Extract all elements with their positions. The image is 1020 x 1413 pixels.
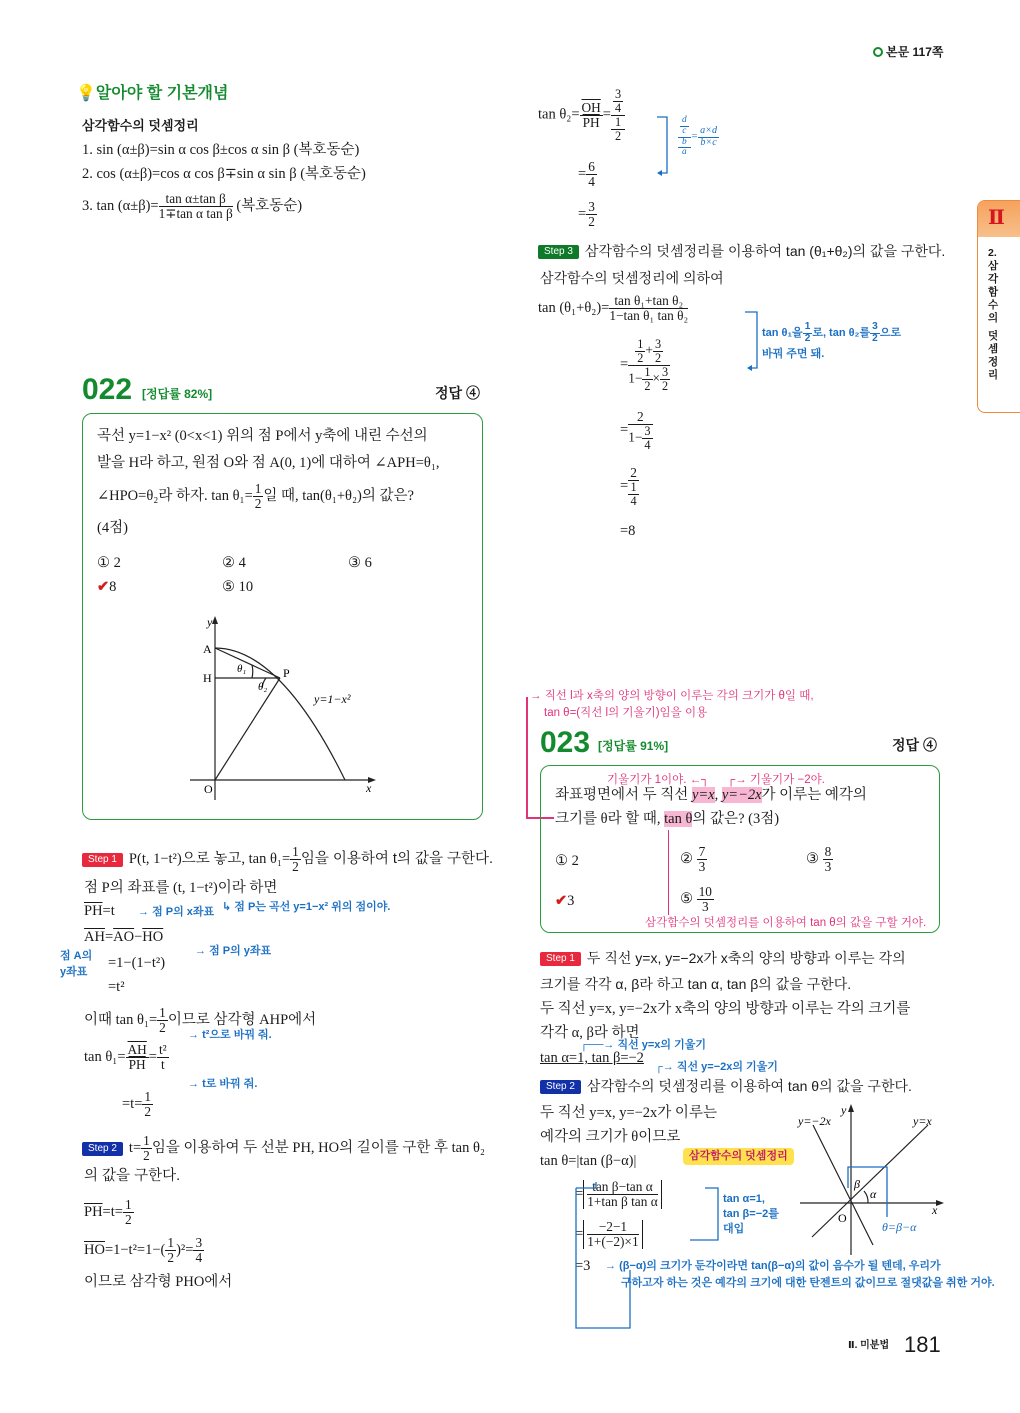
text: 임을 이용하여 두 선분 PH, HO의 길이를 구한 후 tan θ₂ <box>151 1139 485 1156</box>
den: c <box>682 125 687 136</box>
label-h: H <box>203 671 212 685</box>
den: 2 <box>662 378 669 393</box>
text: (β−α)의 크기가 둔각이라면 tan(β−α)의 값이 음수가 될 텐데, 우리가 <box>619 1260 941 1272</box>
text: 삼각함수의 덧셈정리를 이용하여 tan (θ₁+θ₂)의 값을 구한다. <box>584 243 946 259</box>
text: ⑤ <box>680 890 693 907</box>
problem-number: 022 <box>82 373 133 406</box>
highlight: y=−2x <box>721 787 762 803</box>
text: 삼각함수의 덧셈정리를 이용하여 tan θ의 값을 구한다. <box>586 1078 912 1094</box>
den: 4 <box>630 493 637 508</box>
num: tan α±tan β <box>159 192 233 207</box>
angle-bracket <box>848 1167 887 1217</box>
solution-result: =3 <box>575 1258 591 1274</box>
segment: $\overline{HO}$ <box>84 1241 105 1258</box>
text: 점 A의 <box>60 950 93 962</box>
num: 2 <box>630 465 637 480</box>
text: 대입 <box>723 1223 745 1235</box>
page-ref-text: 본문 117쪽 <box>886 45 944 59</box>
den: 2 <box>637 350 644 365</box>
chapter-title-char: 정 <box>988 356 999 368</box>
den: 2 <box>292 859 299 874</box>
text: 크기를 θ라 할 때, <box>555 811 665 827</box>
den: a <box>682 147 687 158</box>
label-a: A <box>203 642 212 656</box>
text: (복호동순) <box>236 197 303 214</box>
num: 8 <box>824 844 832 859</box>
den: 3 <box>824 859 832 874</box>
label-x: x <box>366 781 372 795</box>
num: 1 <box>144 1089 152 1104</box>
den: 2 <box>159 1020 166 1035</box>
formula-sin: 1. sin (α±β)=sin α cos β±cos α sin β (복호동순) <box>82 142 360 158</box>
label-line2: y=−2x <box>798 1114 831 1128</box>
segment: $\overline{PH}$ <box>84 1203 103 1220</box>
den: PH <box>128 1057 146 1072</box>
solution-line: = $\frac{3}{2}$ <box>578 199 595 229</box>
solution-line: 두 직선 y=x, y=−2x가 x축의 양의 방향과 이루는 각의 크기를 <box>540 1001 911 1017</box>
text: t= <box>128 1139 142 1156</box>
num: 1 <box>292 844 299 859</box>
solution-line: 두 직선 y=x, y=−2x가 이루는 <box>540 1105 717 1121</box>
segment: $\overline{PH}$ <box>84 903 103 919</box>
num: 3 <box>872 321 878 332</box>
num: 1 <box>159 1005 166 1020</box>
den: 2 <box>644 378 651 393</box>
note: → t²으로 바꿔 줘. <box>188 1029 272 1041</box>
den: 2 <box>804 332 811 344</box>
num: tan β−tan α <box>587 1180 658 1195</box>
label-o: O <box>838 1211 847 1225</box>
solution-line: = 2 1− $\frac{3}{4}$ <box>620 409 651 452</box>
text: 직선 y=x의 기울기 <box>617 1039 706 1051</box>
solution-line: = $\frac{2}{\frac{1}{4}}$ <box>620 465 637 508</box>
text: 으로 <box>879 327 901 340</box>
num: tan θ₁+tan θ₂ <box>609 294 688 309</box>
answer: 정답 ④ <box>435 385 480 401</box>
solution-line: tan θ=|tan (β−α)| <box>540 1153 637 1169</box>
text: 임을 이용하여 t의 값을 구한다. <box>300 850 494 867</box>
highlight: y=x <box>691 787 715 803</box>
label-o: O <box>204 782 213 796</box>
chapter-title-char: 셈 <box>988 343 999 355</box>
text: tan θ₁= <box>84 1048 126 1065</box>
lightbulb-icon: 💡 <box>76 85 96 102</box>
solution-line: tan α=1, tan β=−2 <box>540 1050 644 1066</box>
label-y: y <box>841 1103 847 1117</box>
text: = <box>602 106 611 123</box>
chapter-title-char: 2. <box>988 247 997 259</box>
text: =1−t²=1− <box>104 1241 161 1258</box>
choice-5: ⑤ 10 <box>222 579 254 595</box>
num: 7 <box>698 844 706 859</box>
text: 기울기가 −2야. <box>749 774 825 786</box>
num: 3 <box>644 424 651 438</box>
num: 6 <box>588 159 595 174</box>
page-number: 181 <box>904 1332 941 1357</box>
text: 가 이루는 예각의 <box>761 787 867 803</box>
text: = <box>575 1225 584 1242</box>
text: tan (θ₁+θ₂)= <box>538 299 610 316</box>
text: 3. tan (α±β)= <box>82 197 159 214</box>
den: 2 <box>254 496 262 511</box>
solution-line: = $\frac{6}{4}$ <box>578 159 595 189</box>
den: 2 <box>143 1148 150 1163</box>
text: 직선 l과 x축의 양의 방향이 이루는 각의 크기가 θ일 때, <box>544 690 814 702</box>
problem-number: 023 <box>540 726 591 759</box>
note: 기울기가 1이야. ←┐ <box>607 774 710 786</box>
text: t로 바꿔 줘. <box>202 1078 258 1090</box>
den: 1+(−2)×1 <box>587 1234 639 1249</box>
chapter-title-char: 수 <box>988 299 999 311</box>
den: 1∓tan α tan β <box>158 206 233 221</box>
formula-cos: 2. cos (α±β)=cos α cos β∓sin α sin β (복호동순) <box>82 166 366 182</box>
num: 1 <box>611 116 625 130</box>
den: 2 <box>588 214 595 229</box>
pre-note: → 직선 l과 x축의 양의 방향이 이루는 각의 크기가 θ일 때, <box>530 690 814 702</box>
step2-badge: Step 2 <box>82 1142 123 1156</box>
label-p: P <box>283 666 290 680</box>
solution-line: 각각 α, β라 하면 <box>540 1025 640 1041</box>
den: 1−tan θ₁ tan θ₂ <box>609 308 689 323</box>
num: 3 <box>662 364 669 379</box>
answer: 정답 ④ <box>892 737 937 753</box>
segment: $\overline{AH}$ <box>84 929 105 945</box>
label-theta: θ=β−α <box>882 1220 917 1234</box>
solution-line: 의 값을 구한다. <box>84 1168 181 1184</box>
text: = <box>575 1185 584 1202</box>
text: − <box>134 929 143 945</box>
den: 3 <box>698 859 706 874</box>
text: ²= <box>180 1241 194 1258</box>
num: 3 <box>614 87 622 101</box>
note: → 점 P의 y좌표 <box>195 945 272 957</box>
num: $\overline{OH}$ <box>581 99 601 115</box>
concept-subtitle: 삼각함수의 덧셈정리 <box>82 118 199 133</box>
num: 1 <box>804 321 811 332</box>
num: d <box>682 115 687 125</box>
text: 의 값은? (3점) <box>692 811 780 827</box>
choice-2: ② 4 <box>222 555 246 571</box>
text: 로, tan θ₂를 <box>812 327 871 340</box>
num: a×d <box>700 124 718 136</box>
checkmark-icon: ✔ <box>97 579 110 595</box>
note: ┌→ 기울기가 −2야. <box>727 774 825 786</box>
chapter-title-char: 삼 <box>988 260 999 272</box>
chapter-title-char: 리 <box>988 369 999 381</box>
question-line: 발을 H라 하고, 원점 O와 점 A(0, 1)에 대하여 ∠APH=θ₁, <box>97 455 440 471</box>
chapter-title-char: 함 <box>988 286 999 298</box>
num: 3 <box>588 199 595 214</box>
footer-section: Ⅱ. 미분법 <box>848 1340 890 1351</box>
step3-badge: Step 3 <box>538 245 579 259</box>
num: b <box>678 138 691 149</box>
den: 2 <box>144 1104 152 1119</box>
note: ┌→ 직선 y=−2x의 기울기 <box>655 1061 778 1073</box>
solution-line: 예각의 크기가 θ이므로 <box>540 1129 681 1145</box>
choice-1: ① 2 <box>97 555 121 571</box>
num: t² <box>158 1042 167 1057</box>
note: → 점 P의 x좌표 <box>138 906 215 918</box>
label-beta: β <box>854 1177 860 1191</box>
solution-line: =t² <box>108 979 125 995</box>
solution-result: =8 <box>620 523 636 539</box>
correct-rate: [정답률 82%] <box>142 387 213 401</box>
pre-note: tan θ=(직선 l의 기울기)임을 이용 <box>544 707 708 719</box>
den: 4 <box>195 1250 203 1265</box>
text: , <box>714 787 722 803</box>
num: 1 <box>637 337 644 351</box>
den: 2 <box>872 332 878 344</box>
text: 1− <box>628 429 643 445</box>
chapter-title-char: 각 <box>988 273 999 285</box>
label-y: y <box>207 615 213 629</box>
text: 두 직선 y=x, y=−2x가 x축의 양의 방향과 이루는 각의 <box>586 950 906 966</box>
label-theta1: θ₁ <box>237 663 247 675</box>
num: 2 <box>628 410 652 425</box>
num: 1 <box>124 1197 132 1212</box>
text: = <box>148 1048 157 1065</box>
step1-badge: Step 1 <box>82 853 123 867</box>
den: 4 <box>644 437 651 452</box>
text: ∠HPO=θ₂라 하자. tan θ₁= <box>97 487 253 504</box>
den: 4 <box>588 174 595 189</box>
text: =t= <box>102 1203 123 1220</box>
text: tan α=1, <box>723 1193 765 1205</box>
choice-3: ③ 6 <box>348 555 372 571</box>
note: ↳ 점 P는 곡선 y=1−x² 위의 점이야. <box>222 901 391 913</box>
callout-bubble: 삼각함수의 덧셈정리 <box>683 1148 794 1165</box>
question-line: 곡선 y=1−x² (0<x<1) 위의 점 P에서 y축에 내린 수선의 <box>97 428 428 444</box>
num: 3 <box>654 337 662 351</box>
segment: $\overline{AO}$ <box>113 929 135 945</box>
num: 1 <box>644 364 651 379</box>
note: 삼각함수의 덧셈정리를 이용하여 tan θ의 값을 구할 거야. <box>645 917 927 929</box>
solution-line: 이므로 삼각형 PHO에서 <box>84 1274 233 1290</box>
text: 점 P의 y좌표 <box>209 945 272 957</box>
note: 바꿔 주면 돼. <box>762 348 825 360</box>
correct-rate: [정답률 91%] <box>598 739 669 753</box>
label-curve: y=1−x² <box>314 692 351 706</box>
text: 3 <box>567 893 575 909</box>
den: 2 <box>167 1250 175 1265</box>
label-line1: y=x <box>913 1114 932 1128</box>
num: 1 <box>167 1235 175 1250</box>
solution-line: $\overline{HO}=1-t^2=1-$( $\frac{1}{2}$ )²= $\frac{3}{4}$ <box>84 1235 203 1265</box>
text: 점 P는 곡선 y=1−x² 위의 점이야. <box>234 901 391 913</box>
num: 10 <box>698 884 712 899</box>
text: 이때 tan θ₁= <box>84 1011 158 1028</box>
text: ③ <box>806 850 819 867</box>
choice-1: ① 2 <box>555 853 579 869</box>
text: 직선 y=−2x의 기울기 <box>676 1061 778 1073</box>
den: t <box>160 1057 165 1072</box>
text: 1− <box>628 370 643 386</box>
text: P(t, 1−t²)으로 놓고, tan θ₁= <box>128 850 291 867</box>
note: → t로 바꿔 줘. <box>188 1078 258 1090</box>
label-alpha: α <box>870 1187 877 1201</box>
den: 1+tan β tan α <box>587 1194 658 1209</box>
text: tan θ₂= <box>538 106 580 123</box>
note: ┌──→ 직선 y=x의 기울기 <box>580 1039 706 1051</box>
text: tan β=−2를 <box>723 1208 779 1220</box>
den: 2 <box>614 128 622 143</box>
text: ② <box>680 850 693 867</box>
step2-badge: Step 2 <box>540 1080 581 1094</box>
solution-line: 삼각함수의 덧셈정리에 의하여 <box>540 270 724 286</box>
solution-line: =1−(1−t²) <box>108 955 166 971</box>
note: → (β−α)의 크기가 둔각이라면 tan(β−α)의 값이 음수가 될 텐데, 우리가 <box>605 1260 941 1272</box>
den: 2 <box>124 1212 132 1227</box>
num: −2−1 <box>587 1220 638 1235</box>
solution-line: 점 P의 좌표를 (t, 1−t²)이라 하면 <box>84 880 278 896</box>
num: 1 <box>254 481 262 496</box>
den: PH <box>582 114 600 130</box>
checkmark-icon: ✔ <box>555 893 568 909</box>
text: 기울기가 1이야. <box>607 774 687 786</box>
text: × <box>652 370 661 386</box>
chapter-title-char: 덧 <box>988 330 999 342</box>
text: tan θ₁을 <box>762 327 803 340</box>
text: y좌표 <box>60 966 88 978</box>
num: $\overline{AH}$ <box>127 1042 147 1057</box>
den: b×c <box>700 136 717 148</box>
segment: $\overline{HO}$ <box>142 929 164 945</box>
label-theta2: θ₂ <box>258 681 268 693</box>
chapter-number: Ⅱ <box>978 201 1020 237</box>
highlight: tan θ <box>664 811 693 827</box>
points: (4점) <box>97 520 128 536</box>
text: = <box>104 929 114 945</box>
text: 좌표평면에서 두 직선 <box>555 787 692 803</box>
den: 3 <box>701 899 709 914</box>
den: 4 <box>614 100 622 115</box>
num: 1 <box>143 1133 150 1148</box>
text: =t= <box>122 1095 143 1112</box>
text: 8 <box>109 579 117 595</box>
text: t²으로 바꿔 줘. <box>202 1029 272 1041</box>
text: + <box>645 342 653 358</box>
text: 이므로 삼각형 AHP에서 <box>167 1011 317 1028</box>
text: =t <box>102 903 115 919</box>
text: 점 P의 x좌표 <box>152 906 215 918</box>
note: 구하고자 하는 것은 예각의 크기에 대한 탄젠트의 값이므로 절댓값을 취한 거야. <box>621 1277 995 1289</box>
chapter-title-char: 의 <box>988 312 999 324</box>
step1-line: 크기를 각각 α, β라 하고 tan α, tan β의 값을 구한다. <box>540 976 852 992</box>
solution-line: = $\frac{1}{2}$ + $\frac{3}{2}$ 1− $\frac{1}{2}$ × $\frac{3}{2}$ <box>620 337 669 393</box>
step1-badge: Step 1 <box>540 952 581 966</box>
text: = <box>690 130 699 143</box>
num: 3 <box>195 1235 203 1250</box>
num: 1 <box>630 480 637 494</box>
den: 2 <box>654 350 662 365</box>
label-x: x <box>932 1203 938 1217</box>
text: 일 때, tan(θ₁+θ₂)의 값은? <box>263 487 414 504</box>
concept-title-text: 알아야 할 기본개념 <box>95 85 229 102</box>
